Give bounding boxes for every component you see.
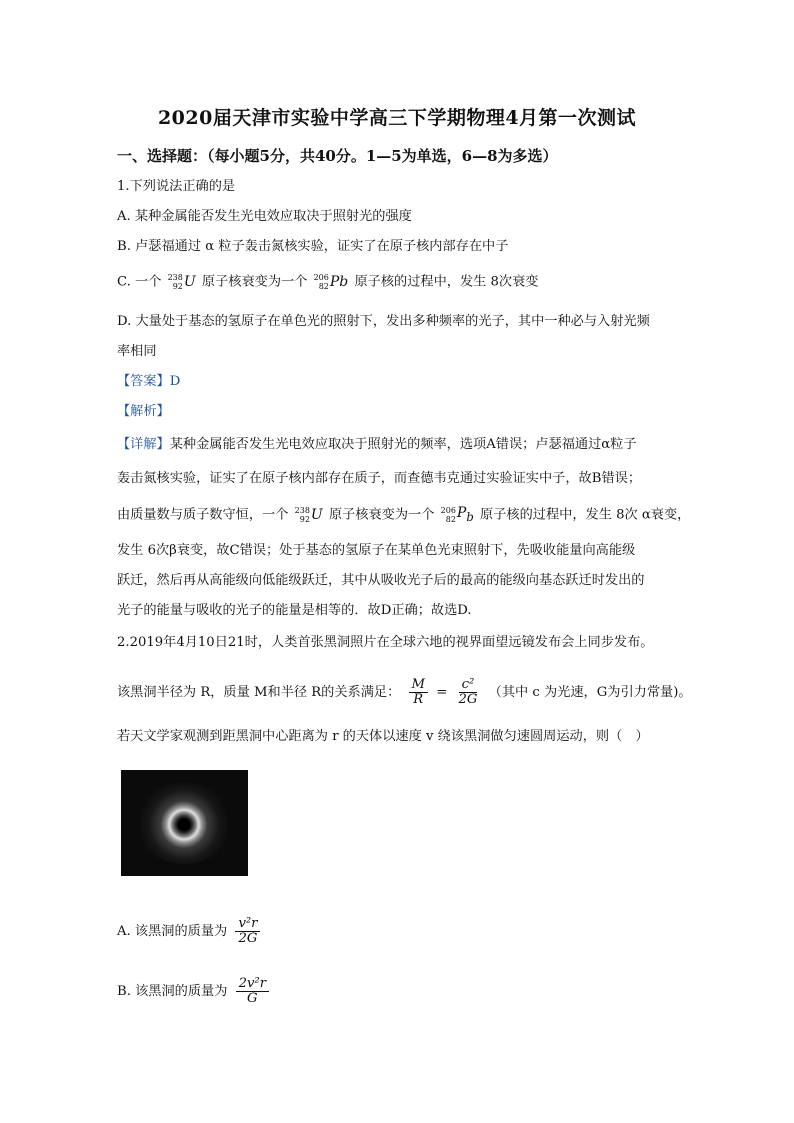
- q2-option-b-label: B. 该黑洞的质量为: [117, 984, 228, 999]
- q1-detail-line5: 跃迁，然后再从高能级向低能级跃迁，其中从吸收光子后的最高的能级向基态跃迁时发出的: [117, 573, 645, 588]
- q2-option-a-fraction: [235, 917, 260, 946]
- q1-option-d-line1: D. 大量处于基态的氢原子在单色光的照射下，发出多种频率的光子，其中一种必与入射光频: [117, 314, 650, 329]
- uranium-nuclide-2: [295, 505, 323, 525]
- q2-option-a-numerator: v²r: [235, 917, 260, 932]
- q1-option-c-prefix: C. 一个: [117, 274, 162, 290]
- q1-detail3-prefix: 由质量数与质子数守恒，一个: [117, 507, 289, 523]
- q2-option-a: [117, 912, 264, 952]
- lead-symbol-p: P: [456, 505, 467, 521]
- page-title: 2020届天津市实验中学高三下学期物理4月第一次测试: [157, 107, 637, 129]
- section-heading: 一、选择题：（每小题5分，共40分。1—5为单选，6—8为多选）: [117, 147, 558, 165]
- q2-stem-line2: [117, 676, 692, 710]
- q1-detail-line1: [117, 435, 637, 455]
- q2-line2-prefix: 该黑洞半径为 R，质量 M和半径 R的关系满足：: [117, 685, 401, 700]
- frac-numerator-m: M: [409, 678, 429, 693]
- q1-detail-tag: 【详解】: [117, 437, 170, 452]
- q1-option-c: [117, 272, 539, 293]
- lead-mass-number: 206: [313, 273, 329, 282]
- uranium-atomic-number: 92: [172, 282, 183, 291]
- q1-answer: 【答案】D: [117, 374, 181, 389]
- q1-analysis-heading: 【解析】: [117, 404, 170, 419]
- q1-detail-line2: 轰击氮核实验，证实了在原子核内部存在质子，而查德韦克通过实验证实中子，故B错误；: [117, 471, 641, 486]
- q1-detail3-suffix: 原子核的过程中，发生 8次 α衰变，: [480, 507, 691, 523]
- lead-symbol-b: b: [466, 509, 474, 524]
- uranium-mass-number: 238: [167, 273, 183, 282]
- lead-mass-number-2: 206: [440, 505, 456, 515]
- lead-atomic-number-2: 82: [445, 514, 456, 524]
- q1-option-a: A. 某种金属能否发生光电效应取决于照射光的强度: [117, 209, 412, 224]
- c-squared-over-2g: [456, 678, 481, 707]
- q1-detail-text1: 某种金属能否发生光电效应取决于照射光的频率，选项A错误；卢瑟福通过α粒子: [169, 437, 637, 452]
- mass-radius-ratio: [409, 678, 429, 707]
- q1-detail-line6: 光子的能量与吸收的光子的能量是相等的．故D正确；故选D.: [117, 603, 472, 618]
- uranium-nuclide: [168, 272, 196, 292]
- black-hole-ring: [137, 782, 231, 864]
- frac-denominator-r: R: [413, 692, 424, 707]
- q1-option-c-suffix: 原子核的过程中，发生 8次衰变: [354, 274, 539, 290]
- q1-detail3-middle: 原子核衰变为一个: [328, 507, 435, 523]
- uranium-atomic-number-2: 92: [299, 514, 310, 524]
- q2-option-b-fraction: [236, 977, 269, 1006]
- q2-line2-suffix: （其中 c 为光速，G为引力常量)。: [488, 685, 692, 700]
- lead-atomic-number: 82: [318, 282, 329, 291]
- q2-option-b-denominator: G: [247, 991, 258, 1006]
- q1-option-d-line2: 率相同: [117, 344, 157, 359]
- q2-option-b-numerator: 2v²r: [236, 977, 269, 992]
- uranium-symbol-2: U: [310, 506, 323, 523]
- lead-nuclide: [314, 272, 349, 292]
- black-hole-image: [121, 770, 248, 876]
- frac-denominator-2g: 2G: [458, 692, 478, 707]
- q1-detail-line4: 发生 6次β衰变，故C错误；处于基态的氢原子在某单色光束照射下，先吸收能量向高能级: [117, 543, 636, 558]
- q2-option-a-label: A. 该黑洞的质量为: [117, 924, 228, 939]
- lead-symbol-2: [457, 503, 474, 527]
- lead-nuclide-2: [441, 503, 474, 527]
- q2-stem-line1: 2.2019年4月10日21时，人类首张黑洞照片在全球六地的视界面望远镜发布会上同步发布。: [117, 635, 654, 650]
- q2-option-a-denominator: 2G: [238, 931, 258, 946]
- equals-sign: =: [436, 685, 448, 700]
- q1-detail-line3: [117, 503, 690, 527]
- uranium-symbol: U: [183, 274, 196, 290]
- q1-option-b: B. 卢瑟福通过 α 粒子轰击氮核实验，证实了在原子核内部存在中子: [117, 239, 509, 254]
- q1-option-c-middle: 原子核衰变为一个: [201, 274, 308, 290]
- frac-numerator-c2: c²: [459, 678, 478, 693]
- q2-option-b: [117, 972, 273, 1012]
- q2-stem-line3: 若天文学家观测到距黑洞中心距离为 r 的天体以速度 v 绕该黑洞做匀速圆周运动，则（ ）: [117, 729, 649, 744]
- q1-stem: 1.下列说法正确的是: [117, 179, 236, 194]
- uranium-mass-number-2: 238: [294, 505, 310, 515]
- lead-symbol: Pb: [329, 274, 349, 290]
